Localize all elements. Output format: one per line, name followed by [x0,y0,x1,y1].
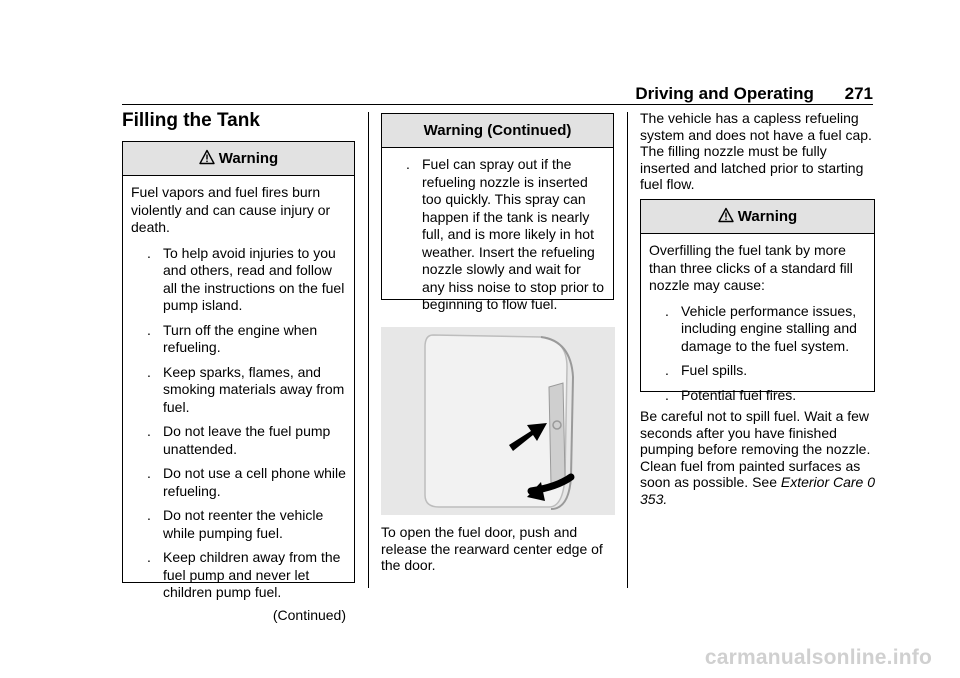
list-item [131,549,346,602]
list-item [649,362,866,380]
list-item [649,303,866,356]
bullet-icon: . [147,244,151,261]
page-header [635,84,873,104]
list-item [131,423,346,458]
bullet-icon: . [147,507,151,523]
warning-heading: Warning (Continued) [382,114,613,148]
bullet-icon: . [406,156,410,172]
section-title: Filling the Tank [122,110,260,131]
warning-box-fuel-vapors [122,141,355,623]
bullet-icon: . [665,302,669,319]
list-item-text: Fuel spills. [681,362,748,378]
bullet-icon: . [147,321,151,338]
warning-box-overfilling [640,199,875,403]
exterior-care-link[interactable]: Exterior Care [780,474,864,490]
list-item [131,322,346,357]
list-item-text: Fuel can spray out if the refueling nozzle is inserted too quickly. This spray can happen if the tank is nearly full, and is more likely in hot weather. Insert the refueling nozzle slowly and wait for any hiss noise to stop prior to beginning to flow fuel. [422,156,605,312]
section-name: Driving and Operating [635,84,814,103]
bullet-icon: . [147,549,151,565]
continued-label: (Continued) [272,606,346,623]
list-item-text: Keep sparks, flames, and smoking materials away from fuel. [163,363,345,415]
warning-body [641,234,874,417]
bullet-icon: . [147,465,151,481]
column-divider-2 [627,112,628,588]
fuel-door-caption: To open the fuel door, push and release the rearward center edge of the door. [381,524,603,573]
bullet-icon: . [665,362,669,378]
column-divider-1 [368,112,369,588]
header-divider [122,104,873,105]
warning-triangle-icon [718,207,734,223]
list-item [131,507,346,542]
list-item-text: Vehicle performance issues, including engine stalling and damage to the fuel system. [681,302,857,354]
capless-intro-text: The vehicle has a capless refueling system and does not have a fuel cap. The filling nozzle must be fully inserted and latched prior to starting fuel flow. [640,110,872,192]
list-item-text: Keep children away from the fuel pump and never let children pump fuel. [163,549,341,600]
list-item [390,156,605,314]
page-ref-icon: 0 [867,474,876,490]
list-item-text: Do not reenter the vehicle while pumping fuel. [163,507,324,541]
watermark: carmanualsonline.info [704,646,932,669]
list-item [131,364,346,417]
warning-intro: Overfilling the fuel tank by more than three clicks of a standard fill nozzle may cause: [649,242,853,293]
warning-intro: Fuel vapors and fuel fires burn violently and can cause injury or death. [131,184,331,235]
warning-box-continued [381,113,614,312]
warning-triangle-icon [199,149,215,165]
list-item-text: Turn off the engine when refueling. [163,321,318,355]
bullet-icon: . [147,363,151,380]
bullet-icon: . [147,423,151,439]
warning-body [382,148,613,327]
list-item-text: To help avoid injuries to you and others, read and follow all the instructions on the fuel pump island. [163,244,345,313]
exterior-care-page[interactable]: 353 [640,490,664,507]
warning-heading-label: Warning [218,150,279,167]
warning-heading [123,142,354,176]
page-number: 271 [844,84,873,103]
spill-caution-text [640,408,880,507]
list-item-text: Potential fuel fires. [681,386,797,403]
list-item [131,245,346,315]
list-item-text: Do not leave the fuel pump unattended. [163,423,331,457]
sentence-end: . [663,490,668,507]
warning-heading [641,200,874,234]
spill-caution-body: Be careful not to spill fuel. Wait a few seconds after you have finished pumping before removing the nozzle. Clean fuel from painted surfaces as soon as possible. See [640,408,871,490]
warning-heading-label: Warning [737,208,798,225]
list-item [131,465,346,500]
list-item-text: Do not use a cell phone while refueling. [163,465,346,499]
fuel-door-illustration [381,327,615,515]
fuel-door-icon [381,327,615,515]
list-item [649,387,866,405]
bullet-icon: . [665,386,669,403]
warning-body [123,176,354,630]
